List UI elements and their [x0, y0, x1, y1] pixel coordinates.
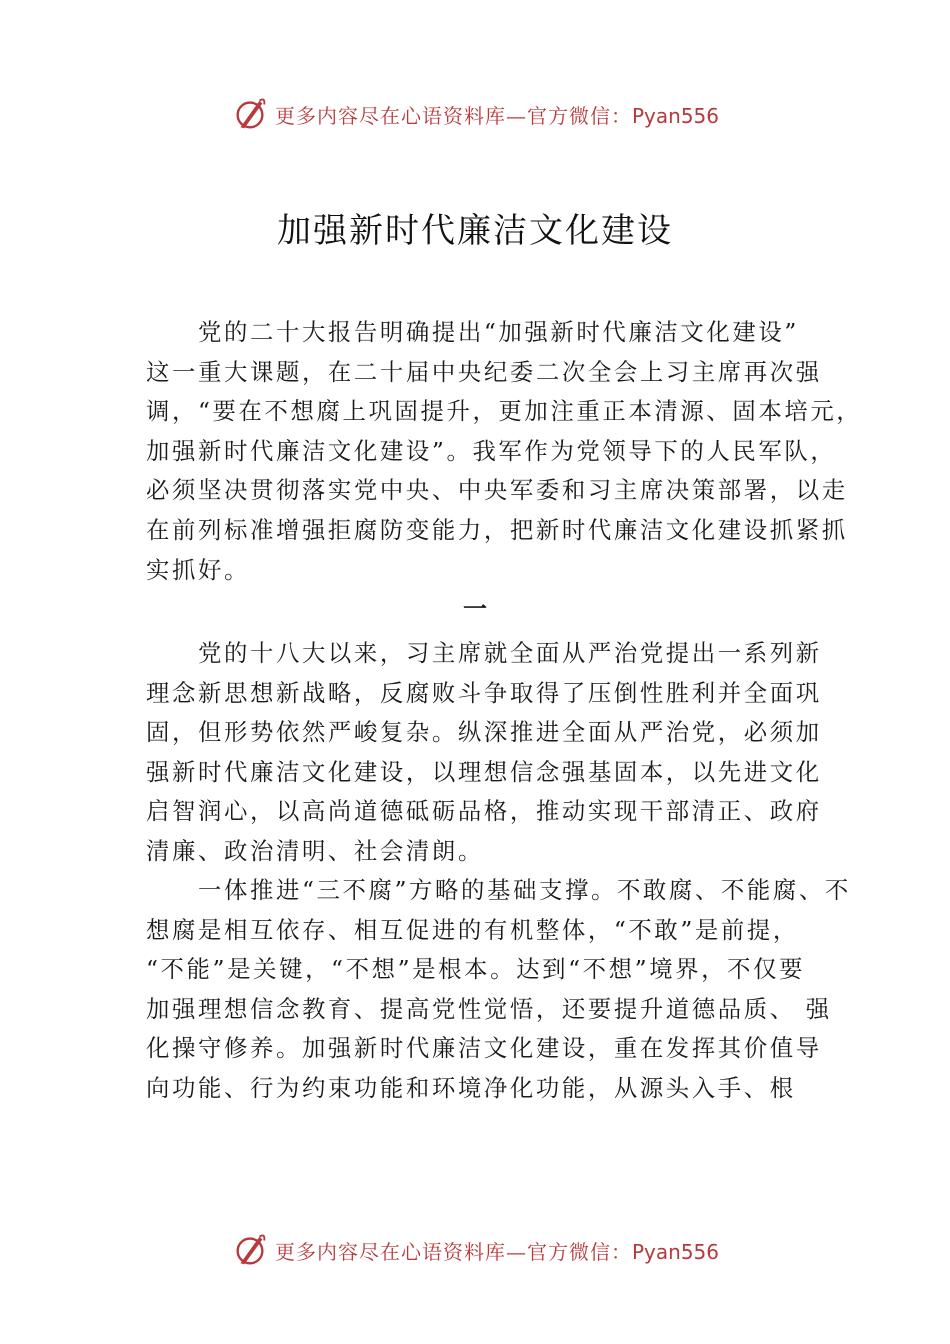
banner-site-text: 更多内容尽在心语资料库: [274, 1239, 506, 1264]
body-line: 一体推进“三不腐”方略的基础支撑。不敢腐、不能腐、不: [146, 876, 851, 904]
body-line: 理念新思想新战略，反腐败斗争取得了压倒性胜利并全面巩: [146, 679, 822, 707]
body-line: 党的十八大以来，习主席就全面从严治党提出一系列新: [146, 639, 822, 667]
body-line: 党的二十大报告明确提出“加强新时代廉洁文化建设”: [146, 318, 799, 346]
quill-pen-logo-icon: [231, 1231, 269, 1269]
body-line: 加强新时代廉洁文化建设”。我军作为党领导下的人民军队，: [146, 437, 837, 465]
body-line: 加强理想信念教育、提高党性觉悟，还要提升道德品质、 强: [146, 995, 832, 1023]
body-line: 清廉、政治清明、社会清朗。: [146, 837, 484, 865]
body-line: 这一重大课题，在二十届中央纪委二次全会上习主席再次强: [146, 358, 822, 386]
banner-account: Pyan556: [631, 1239, 719, 1264]
banner-dash: —: [505, 103, 527, 128]
body-line: 化操守修养。加强新时代廉洁文化建设，重在发挥其价值导: [146, 1034, 822, 1062]
header-banner-text: [275, 100, 719, 129]
body-line: 想腐是相互依存、相互促进的有机整体，“不敢”是前提，: [146, 916, 799, 944]
body-line: 在前列标准增强拒腐防变能力，把新时代廉洁文化建设抓紧抓: [146, 516, 848, 544]
body-line: 实抓好。: [146, 556, 250, 584]
body-line: 向功能、行为约束功能和环境净化功能，从源头入手、根: [146, 1074, 796, 1102]
banner-site-text: 更多内容尽在心语资料库: [274, 103, 506, 128]
banner-label: 官方微信：: [526, 1239, 632, 1264]
footer-banner: [0, 1228, 950, 1272]
quill-pen-logo-icon: [231, 95, 269, 133]
banner-dash: —: [505, 1239, 527, 1264]
footer-banner-text: [275, 1236, 719, 1265]
body-line: “不能”是关键，“不想”是根本。达到“不想”境界，不仅要: [146, 955, 806, 983]
section-number: 一: [463, 594, 487, 623]
banner-account: Pyan556: [631, 103, 719, 128]
banner-label: 官方微信：: [526, 103, 632, 128]
body-line: 强新时代廉洁文化建设，以理想信念强基固本，以先进文化: [146, 758, 822, 786]
body-line: 启智润心，以高尚道德砥砺品格，推动实现干部清正、政府: [146, 797, 822, 825]
document-title: 加强新时代廉洁文化建设: [277, 211, 673, 251]
body-line: 调，“要在不想腐上巩固提升，更加注重正本清源、固本培元，: [146, 397, 863, 425]
body-line: 必须坚决贯彻落实党中央、中央军委和习主席决策部署，以走: [146, 476, 848, 504]
body-line: 固，但形势依然严峻复杂。纵深推进全面从严治党，必须加: [146, 718, 822, 746]
header-banner: [0, 92, 950, 136]
